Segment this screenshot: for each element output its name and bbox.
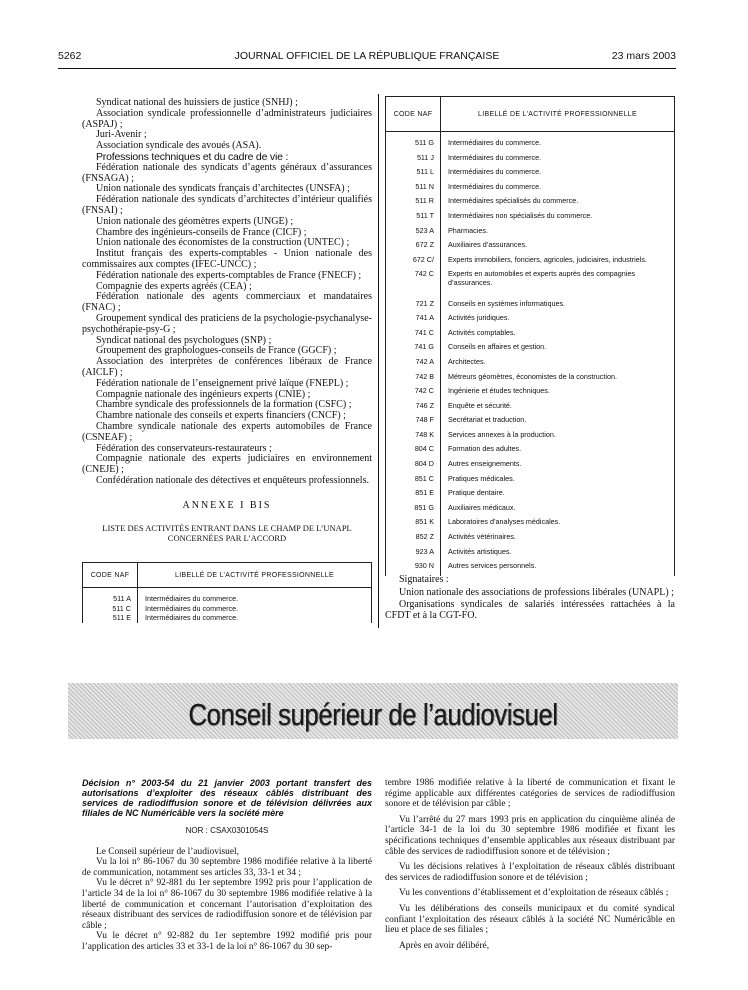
column-header-label: LIBELLÉ DE L’ACTIVITÉ PROFESSIONNELLE [441, 97, 675, 132]
table-row [386, 415, 675, 430]
decision-paragraph: Vu la loi n° 86-1067 du 30 septembre 1986 modifiée relative à la liberté de communication, notamment ses articles 33, 33-1 et 34 ; [82, 857, 372, 878]
column-header-code: CODE NAF [386, 97, 441, 132]
naf-code: 672 C/ [386, 255, 441, 270]
naf-code: 741 C [386, 328, 441, 343]
table-row [386, 488, 675, 503]
activity-label: Autres enseignements. [448, 459, 522, 469]
nor-reference: NOR : CSAX0301054S [185, 826, 269, 835]
naf-code: 804 C [386, 444, 441, 459]
activity-label: Experts immobiliers, fonciers, agricoles, judiciaires, industriels. [448, 254, 647, 264]
organisation-entry: Chambre nationale des conseils et experts financiers (CNCF) ; [96, 410, 346, 422]
organisation-entry: Union nationale des géomètres experts (UNGE) ; [96, 215, 294, 227]
table-row [386, 153, 675, 168]
naf-code: 742 A [386, 357, 441, 372]
naf-code: 748 F [386, 415, 441, 430]
table-row [83, 604, 372, 614]
table-row [386, 138, 675, 153]
naf-code: 852 Z [386, 532, 441, 547]
organisation-entry: Compagnie des experts agréés (CEA) ; [96, 280, 252, 292]
table-row [386, 269, 675, 298]
table-row [386, 430, 675, 445]
signatories [385, 574, 675, 621]
page-number: 5262 [58, 50, 82, 62]
naf-code: 721 Z [386, 299, 441, 314]
activity-label: Intermédiaires du commerce. [448, 138, 542, 147]
naf-code: 511 C [83, 604, 138, 614]
organisation-entry: Groupement des graphologues-conseils de France (GGCF) ; [96, 345, 337, 357]
naf-code: 511 G [386, 138, 441, 153]
activity-label: Intermédiaires du commerce. [145, 613, 239, 623]
issue-date: 23 mars 2003 [611, 50, 676, 62]
table-row [386, 182, 675, 197]
organisation-entry: Fédération nationale des agents commerciaux et mandataires (FNAC) ; [82, 291, 372, 314]
naf-code: 851 K [386, 517, 441, 532]
decision-paragraph: Le Conseil supérieur de l’audiovisuel, [96, 846, 239, 857]
activity-label: Intermédiaires spécialisés du commerce. [448, 196, 579, 206]
decision-paragraph: Après en avoir délibéré, [399, 940, 490, 951]
column-header-label: LIBELLÉ DE L’ACTIVITÉ PROFESSIONNELLE [138, 563, 372, 588]
signatories-heading: Signataires : [399, 574, 449, 585]
decision-paragraph: Vu les conventions d’établissement et d’exploitation de réseaux câblés ; [399, 888, 669, 899]
table-row [386, 226, 675, 241]
organisation-entry: Fédération nationale des syndicats d’architectes d’intérieur qualifiés (FNSAI) ; [82, 194, 372, 216]
naf-code: 741 A [386, 313, 441, 328]
decision-paragraph: Vu l’arrêté du 27 mars 1993 pris en application du cinquième alinéa de l’article 34-1 de la loi du 30 septembre 1986 modifiée et fixant les spécifications techniques d’ensemble applicables aux réseaux distribuant par câble des services de radiodiffusion sonore et de télévision ; [385, 814, 675, 857]
activity-label: Intermédiaires du commerce. [448, 167, 542, 177]
annex-title: ANNEXE I BIS [182, 499, 272, 511]
organisation-entry: Institut français des experts-comptables - Union nationale des commissaires aux comptes (IFEC-UNCC) ; [82, 248, 372, 270]
right-column [385, 96, 675, 576]
section-heading: Professions techniques et du cadre de vie : [96, 150, 289, 163]
decision-paragraph: Vu les délibérations des conseils municipaux et du comité syndical confiant l’exploitation des réseaux câblés à la société NC Numéricâble en lieu et place de ses filiales ; [385, 903, 675, 936]
activity-table-right [385, 96, 675, 576]
signatory-line: Organisations syndicales de salariés intéressées rattachées à la CFDT et à la CGT-FO. [385, 599, 675, 621]
organisation-entry: Juri-Avenir ; [96, 129, 147, 141]
table-row [386, 372, 675, 387]
activity-label: Services annexes à la production. [448, 429, 556, 439]
activity-label: Laboratoires d’analyses médicales. [448, 517, 561, 527]
activity-label: Activités vétérinaires. [448, 532, 516, 542]
page-header [58, 50, 676, 66]
section-banner-title: Conseil supérieur de l’audiovisuel [188, 697, 558, 732]
organisation-entry: Fédération nationale des syndicats d’agents généraux d’assurances (FNSAGA) ; [82, 161, 372, 184]
activity-label: Intermédiaires du commerce. [448, 152, 542, 162]
organisation-entry: Chambre des ingénieurs-conseils de France (CICF) ; [96, 226, 307, 238]
naf-code: 511 J [386, 153, 441, 168]
activity-label: Auxiliaires d’assurances. [448, 240, 528, 250]
naf-code: 851 G [386, 503, 441, 518]
table-row [386, 299, 675, 314]
organisation-entry: Confédération nationale des détectives et enquêteurs professionnels. [96, 474, 369, 486]
decision-right-column [385, 778, 675, 951]
naf-code: 804 D [386, 459, 441, 474]
activity-label: Secrétariat et traduction. [448, 415, 527, 425]
activity-label: Ingénierie et études techniques. [448, 386, 550, 396]
decision-title: Décision n° 2003-54 du 21 janvier 2003 portant transfert des autorisations d’exploiter des réseaux câblés distribuant des services de radiodiffusion sonore et de télévision délivrées aux filiales de NC Numéricâble vers la société mère [82, 778, 372, 818]
decision-paragraph: Vu le décret n° 92-882 du 1er septembre 1992 modifié pris pour l’application des articles 33 et 33-1 de la loi n° 86-1067 du 30 sep- [82, 931, 372, 952]
activity-label: Formation des adultes. [448, 444, 522, 454]
organisation-entry: Chambre syndicale nationale des experts automobiles de France (CSNEAF) ; [82, 420, 372, 443]
organisation-entry: Association des interprètes de conférences libéraux de France (AICLF) ; [82, 356, 372, 378]
column-divider-top [378, 94, 379, 628]
decision-paragraph: tembre 1986 modifiée relative à la liberté de communication et fixant le régime applicable aux différentes catégories de services de radiodiffusion sonore et de télévision par câble ; [385, 778, 675, 810]
organisation-entry: Chambre syndicale des professionnels de la formation (CSFC) ; [96, 399, 352, 411]
activity-label: Enquête et sécurité. [448, 400, 512, 410]
organisation-entry: Union nationale des syndicats français d’architectes (UNSFA) ; [96, 183, 350, 195]
organisation-entry: Fédération des conservateurs-restaurateurs ; [96, 442, 272, 454]
table-row [386, 503, 675, 518]
naf-code: 746 Z [386, 401, 441, 416]
activity-label: Architectes. [448, 356, 486, 366]
table-row [83, 613, 372, 623]
table-row [386, 357, 675, 372]
organisation-entry: Compagnie nationale des ingénieurs experts (CNIE) ; [96, 388, 311, 400]
table-row [386, 459, 675, 474]
organisation-entry: Fédération nationale des experts-comptables de France (FNECF) ; [96, 269, 362, 281]
signatory-line: Union nationale des associations de professions libérales (UNAPL) ; [399, 587, 674, 598]
naf-code: 511 L [386, 167, 441, 182]
naf-code: 672 Z [386, 240, 441, 255]
activity-label: Activités juridiques. [448, 313, 510, 323]
naf-code: 523 A [386, 226, 441, 241]
organisation-entry: Fédération nationale de l’enseignement privé laïque (FNEPL) ; [96, 377, 349, 389]
naf-code: 923 A [386, 547, 441, 562]
activity-label: Conseils en affaires et gestion. [448, 342, 547, 352]
table-row [386, 401, 675, 416]
column-header-code: CODE NAF [83, 563, 138, 588]
naf-code: 511 R [386, 196, 441, 211]
table-row [386, 386, 675, 401]
activity-label: Intermédiaires du commerce. [145, 603, 239, 613]
table-row [386, 342, 675, 357]
table-row [386, 474, 675, 489]
organisation-entry: Syndicat national des huissiers de justice (SNHJ) ; [96, 97, 298, 108]
activity-label: Experts en automobiles et experts auprès des compagnies d’assurances. [448, 269, 635, 288]
decision-left-column [82, 778, 372, 953]
organisation-entry: Association syndicale des avoués (ASA). [96, 140, 262, 152]
left-column [82, 98, 372, 543]
activity-label: Intermédiaires non spécialisés du commerce. [448, 210, 593, 220]
decision-paragraph: Vu le décret n° 92-881 du 1er septembre 1992 pris pour l’application de l’article 34 de la loi n° 86-1067 du 30 septembre 1986 modifiée relative à la liberté de communication et concernant l’autorisation d’exploitation des réseaux distribuant des services de radiodiffusion sonore et de télévision par câble ; [82, 878, 372, 931]
naf-code: 511 E [83, 613, 138, 623]
naf-code: 742 C [386, 386, 441, 401]
table-row [386, 328, 675, 343]
decision-paragraph: Vu les décisions relatives à l’exploitation de réseaux câblés distribuant des services de radiodiffusion sonore et de télévision ; [385, 862, 675, 883]
annex-subtitle: LISTE DES ACTIVITÉS ENTRANT DANS LE CHAMP DE L’UNAPL CONCERNÉES PAR L’ACCORD [102, 523, 352, 544]
naf-code: 511 N [386, 182, 441, 197]
naf-code: 851 E [386, 488, 441, 503]
naf-code: 742 B [386, 372, 441, 387]
activity-label: Métreurs géomètres, économistes de la construction. [448, 371, 617, 381]
table-row [386, 313, 675, 328]
naf-code: 511 T [386, 211, 441, 226]
organisation-entry: Groupement syndical des praticiens de la psychologie-psychanalyse-psychothérapie-psy-G ; [82, 312, 372, 335]
activity-label: Intermédiaires du commerce. [448, 181, 542, 191]
naf-code: 741 G [386, 342, 441, 357]
table-row [386, 255, 675, 270]
table-row [386, 517, 675, 532]
activity-table-left [82, 562, 372, 623]
activity-label: Conseils en systèmes informatiques. [448, 298, 566, 308]
table-row [83, 594, 372, 604]
activity-label: Pharmacies. [448, 225, 488, 235]
organisation-entry: Compagnie nationale des experts judiciaires en environnement (CNEJE) ; [82, 453, 372, 476]
activity-label: Auxiliaires médicaux. [448, 502, 516, 512]
activity-label: Pratiques médicales. [448, 473, 515, 483]
organisation-entry: Association syndicale professionnelle d’administrateurs judiciaires (ASPAJ) ; [82, 107, 372, 130]
naf-code: 851 C [386, 474, 441, 489]
table-row [386, 547, 675, 562]
table-row [386, 240, 675, 255]
header-rule [58, 68, 676, 69]
naf-code: 930 N [386, 561, 441, 576]
table-row [386, 167, 675, 182]
table-row [386, 444, 675, 459]
table-row [386, 532, 675, 547]
table-row [386, 211, 675, 226]
activity-label: Intermédiaires du commerce. [145, 594, 239, 603]
activity-label: Pratique dentaire. [448, 488, 505, 498]
activity-label: Activités artistiques. [448, 546, 512, 556]
activity-label: Activités comptables. [448, 327, 516, 337]
naf-code: 742 C [386, 269, 441, 298]
activity-label: Autres services personnels. [448, 561, 537, 571]
organisation-entry: Syndicat national des psychologues (SNP) ; [96, 334, 272, 346]
table-row [386, 196, 675, 211]
journal-title: JOURNAL OFFICIEL DE LA RÉPUBLIQUE FRANÇAISE [234, 50, 500, 62]
naf-code: 748 K [386, 430, 441, 445]
organisation-entry: Union nationale des économistes de la construction (UNTEC) ; [96, 237, 350, 249]
naf-code: 511 A [83, 594, 138, 604]
